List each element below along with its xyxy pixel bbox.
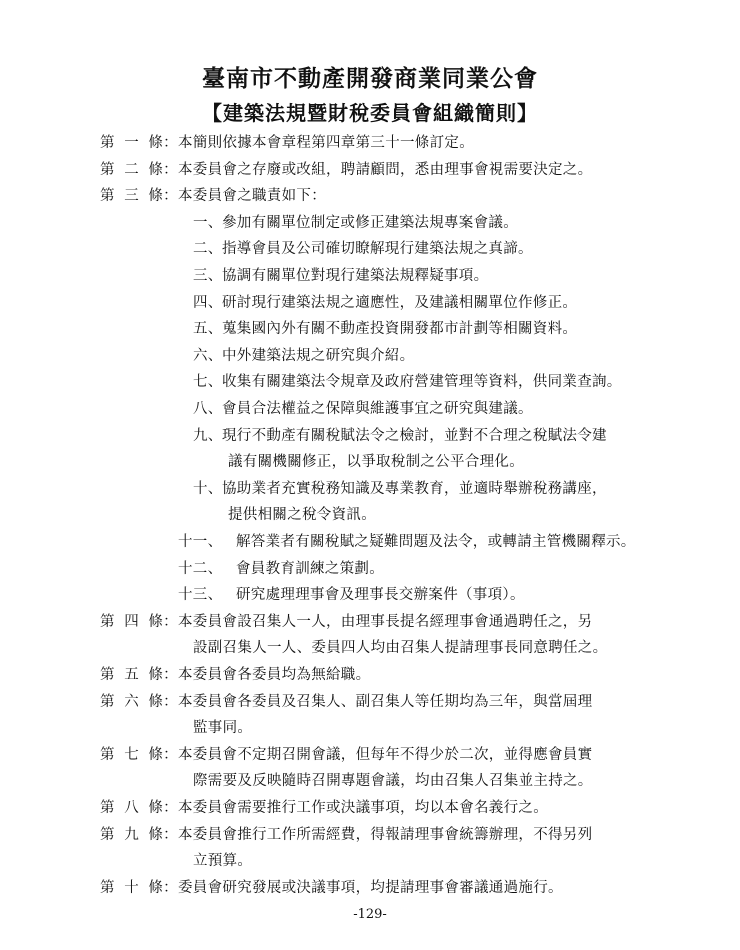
- article-label: [100, 798, 178, 818]
- article-label-part: 七: [124, 746, 139, 763]
- article-text: 立預算。: [193, 853, 253, 870]
- duty-number: 六、: [193, 347, 223, 364]
- duty-number: 一、: [193, 214, 223, 231]
- article-label-part: 第: [100, 188, 115, 205]
- article-label-part: 條：: [148, 613, 178, 630]
- duty-text: 蒐集國內外有關不動產投資開發都市計劃等相關資料。: [222, 321, 578, 338]
- article-label-part: 條：: [148, 188, 178, 205]
- article-label-part: 第: [100, 613, 115, 630]
- article-label: [100, 745, 178, 765]
- article-label-part: 十: [124, 879, 139, 896]
- article-text: 本委員會不定期召開會議，但每年不得少於二次，並得應會員實: [178, 746, 593, 763]
- article-label-part: 條：: [148, 800, 178, 816]
- duty-number: 十三、: [178, 587, 223, 604]
- article-label-part: 第: [100, 693, 115, 710]
- page-title: 臺南市不動產開發商業同業公會: [202, 65, 538, 92]
- duty-text: 議有關機關修正，以爭取稅制之公平合理化。: [228, 454, 524, 471]
- page-subtitle: 【建築法規暨財稅委員會組織簡則】: [202, 101, 538, 125]
- article-label-part: 四: [124, 613, 139, 630]
- duty-text: 參加有關單位制定或修正建築法規專案會議。: [222, 214, 518, 231]
- article-label-part: 第: [100, 826, 115, 843]
- article-label-part: 第: [100, 161, 115, 178]
- article-text: 本委員會各委員及召集人、副召集人等任期均為三年，與當屆理: [178, 693, 593, 710]
- article-text: 監事同。: [193, 720, 253, 737]
- duty-text: 會員合法權益之保障與維護事宜之研究與建議。: [222, 401, 533, 417]
- article-label-part: 第: [100, 800, 115, 816]
- duty-number: 五、: [193, 321, 223, 338]
- article-label-part: 三: [124, 188, 139, 205]
- article-text: 設副召集人一人、委員四人均由召集人提請理事長同意聘任之。: [193, 640, 608, 657]
- article-text: 本簡則依據本會章程第四章第三十一條訂定。: [178, 135, 474, 151]
- article-text: 本委員會設召集人一人，由理事長提名經理事會通過聘任之，另: [178, 613, 593, 630]
- duty-text: 現行不動產有關稅賦法令之檢討，並對不合理之稅賦法令建: [222, 427, 607, 444]
- article-label-part: 六: [124, 693, 139, 710]
- page-number: -129-: [353, 907, 387, 922]
- duty-text: 協調有關單位對現行建築法規釋疑事項。: [222, 268, 489, 284]
- article-text: 本委員會需要推行工作或決議事項，均以本會名義行之。: [178, 800, 548, 816]
- article-label-part: 五: [124, 667, 139, 683]
- duty-number: 九、: [193, 427, 223, 444]
- article-label: [100, 133, 178, 153]
- article-label: [100, 160, 178, 180]
- article-text: 本委員會各委員均為無給職。: [178, 667, 371, 683]
- article-label-part: 第: [100, 746, 115, 763]
- article-label-part: 條：: [148, 826, 178, 843]
- article-label-part: 條：: [148, 746, 178, 763]
- article-label: [100, 612, 178, 632]
- article-label-part: 一: [124, 135, 139, 151]
- article-label: [100, 665, 178, 685]
- article-label-part: 條：: [148, 161, 178, 178]
- duty-number: 二、: [193, 241, 223, 258]
- article-label-part: 九: [124, 826, 139, 843]
- article-label-part: 八: [124, 800, 139, 816]
- duty-text: 收集有關建築法令規章及政府營建管理等資料，供同業查詢。: [222, 374, 622, 391]
- duty-number: 八、: [193, 401, 223, 417]
- article-label-part: 第: [100, 135, 115, 151]
- duty-text: 研究處理理事會及理事長交辦案件（事項）。: [236, 587, 525, 604]
- article-label-part: 條：: [148, 135, 178, 151]
- article-text: 委員會研究發展或決議事項，均提請理事會審議通過施行。: [178, 879, 563, 896]
- article-text: 本委員會之職責如下：: [178, 188, 326, 205]
- article-text: 本委員會之存廢或改組，聘請顧問，悉由理事會視需要決定之。: [178, 161, 593, 178]
- duty-number: 十二、: [178, 560, 223, 577]
- article-label-part: 二: [124, 161, 139, 178]
- duty-text: 解答業者有關稅賦之疑難問題及法令，或轉請主管機關釋示。: [236, 534, 636, 550]
- duty-number: 七、: [193, 374, 223, 391]
- article-label-part: 第: [100, 667, 115, 683]
- article-label: [100, 692, 178, 712]
- duty-text: 提供相關之稅令資訊。: [228, 507, 376, 524]
- article-label-part: 第: [100, 879, 115, 896]
- duty-text: 會員教育訓練之策劃。: [236, 560, 384, 577]
- article-label-part: 條：: [148, 879, 178, 896]
- article-label: [100, 186, 178, 206]
- article-label-part: 條：: [148, 693, 178, 710]
- duty-text: 協助業者充實稅務知識及專業教育，並適時舉辦稅務講座，: [222, 480, 607, 497]
- article-label: [100, 825, 178, 845]
- duty-text: 中外建築法規之研究與介紹。: [222, 347, 415, 364]
- article-text: 際需要及反映隨時召開專題會議，均由召集人召集並主持之。: [193, 773, 593, 790]
- duty-number: 十一、: [178, 534, 223, 550]
- duty-number: 十、: [193, 480, 223, 497]
- duty-text: 研討現行建築法規之適應性，及建議相關單位作修正。: [222, 294, 578, 311]
- duty-number: 三、: [193, 268, 223, 284]
- article-text: 本委員會推行工作所需經費，得報請理事會統籌辦理，不得另列: [178, 826, 593, 843]
- duty-number: 四、: [193, 294, 223, 311]
- article-label: [100, 878, 178, 898]
- article-label-part: 條：: [148, 667, 178, 683]
- duty-text: 指導會員及公司確切瞭解現行建築法規之真諦。: [222, 241, 533, 258]
